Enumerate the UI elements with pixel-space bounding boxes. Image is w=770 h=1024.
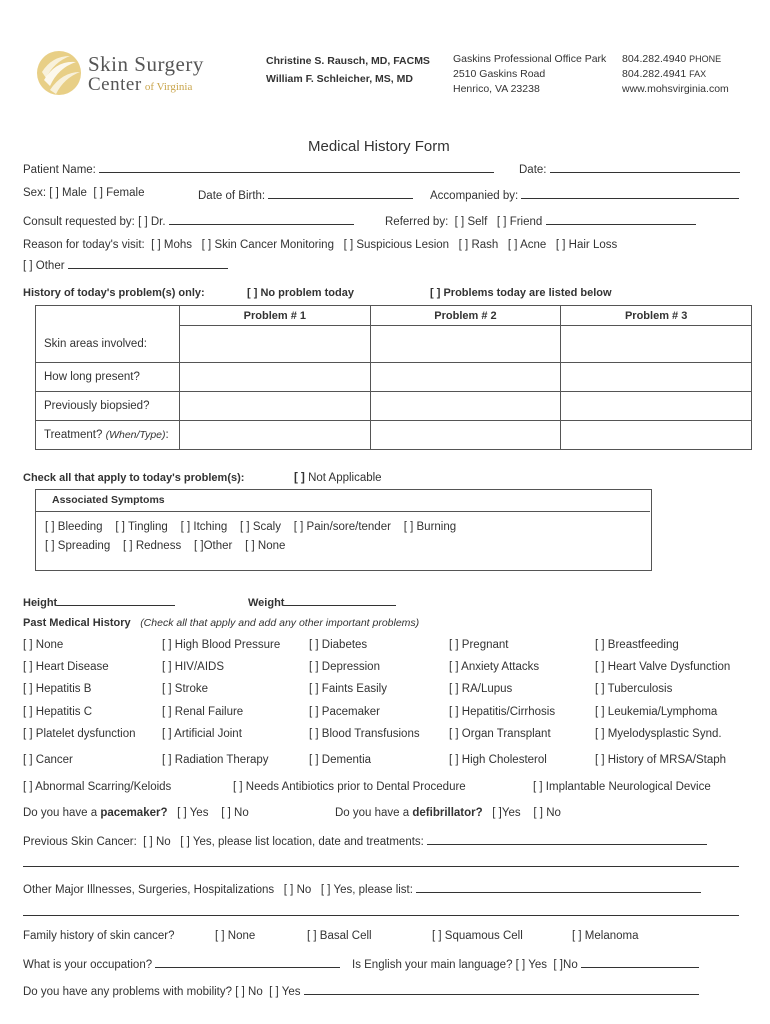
pmh-checkbox[interactable]: [ ] (309, 639, 319, 651)
other-illness-no-checkbox[interactable]: [ ] (283, 884, 294, 896)
pmh-checkbox[interactable]: [ ] (595, 754, 605, 766)
list-item (309, 706, 380, 718)
doctor-2: William F. Schleicher, MS, MD (266, 73, 413, 85)
row-label-how-long: How long present? (36, 362, 180, 391)
doctor-1: Christine S. Rausch, MD, FACMS (266, 55, 430, 67)
website[interactable]: www.mohsvirginia.com (622, 83, 729, 95)
accompanied-label: Accompanied by: (430, 190, 519, 202)
pmh-checkbox[interactable]: [ ] (23, 728, 33, 740)
pmh-item-label: Myelodysplastic Synd. (607, 728, 722, 740)
treatment-p3[interactable] (561, 420, 752, 449)
english-no-checkbox[interactable]: [ ] (553, 959, 564, 971)
pmh-neuro-checkbox[interactable]: [ ] (533, 781, 543, 793)
english-row (352, 956, 699, 971)
pmh-item-label: RA/Lupus (461, 683, 513, 695)
pmh-keloids-checkbox[interactable]: [ ] (23, 781, 33, 793)
pmh-checkbox[interactable]: [ ] (449, 706, 459, 718)
pmh-checkbox[interactable]: [ ] (595, 706, 605, 718)
date-field[interactable] (550, 161, 740, 173)
address-line3: Henrico, VA 23238 (453, 83, 540, 95)
list-item (23, 639, 63, 651)
symptom-itching-checkbox[interactable]: [ ] (180, 521, 191, 533)
problems-listed-checkbox[interactable]: [ ] (430, 287, 441, 299)
pmh-item-label: Breastfeeding (607, 639, 679, 651)
how-long-p3[interactable] (561, 362, 752, 391)
list-item (449, 661, 539, 673)
pmh-item-label: Tuberculosis (607, 683, 673, 695)
symptom-itching: Itching (193, 521, 228, 533)
reason-acne-checkbox[interactable]: [ ] (507, 239, 518, 251)
other-illness-label: Other Major Illnesses, Surgeries, Hospitalizations (23, 884, 275, 896)
reason-rash-label: Rash (471, 239, 499, 251)
problem-table-corner (36, 306, 180, 326)
dob-field[interactable] (268, 187, 413, 199)
consult-dr-label: Dr. (150, 216, 166, 228)
defib-word: defibrillator? (412, 807, 483, 819)
problem-2-header: Problem # 2 (370, 306, 561, 326)
problem-table (35, 305, 752, 450)
symptom-scaly: Scaly (252, 521, 281, 533)
list-item (23, 706, 92, 718)
patient-name-row (23, 161, 494, 176)
mobility-no-checkbox[interactable]: [ ] (235, 986, 245, 998)
list-item (449, 706, 555, 718)
logo-center: Center (88, 74, 142, 95)
dob-label: Date of Birth: (198, 190, 266, 202)
symptom-redness: Redness (135, 540, 182, 552)
list-item (309, 754, 371, 766)
treatment-p1[interactable] (180, 420, 371, 449)
reason-label: Reason for today's visit: (23, 239, 145, 251)
pmh-checkbox[interactable]: [ ] (162, 706, 172, 718)
pmh-item-label: None (35, 639, 64, 651)
list-item (309, 639, 367, 651)
pmh-keloids: Abnormal Scarring/Keloids (35, 781, 172, 793)
list-item (449, 683, 512, 695)
occupation-row (23, 956, 340, 971)
sex-row (23, 187, 145, 199)
not-applicable-checkbox[interactable]: [ ] (294, 472, 305, 484)
pmh-item-label: Depression (321, 661, 380, 673)
logo-swirl-icon (36, 50, 82, 96)
fax-label: FAX (689, 69, 707, 79)
english-yes-checkbox[interactable]: [ ] (515, 959, 526, 971)
pmh-heading (23, 617, 419, 629)
family-melanoma-option (572, 930, 639, 942)
list-item (595, 728, 722, 740)
family-none-checkbox[interactable]: [ ] (215, 930, 225, 942)
pmh-checkbox[interactable]: [ ] (162, 754, 172, 766)
treatment-label: Treatment? (44, 428, 103, 441)
symptom-none: None (257, 540, 286, 552)
occupation-label: What is your occupation? (23, 959, 153, 971)
other-illness-row (23, 881, 701, 896)
english-yes: Yes (528, 959, 548, 971)
row-label-skin-areas: Skin areas involved: (36, 326, 180, 363)
not-applicable-option (294, 472, 382, 484)
symptoms-row-2 (45, 540, 285, 552)
mobility-yes: Yes (281, 986, 301, 998)
pmh-item-label: Radiation Therapy (174, 754, 269, 766)
sex-female-checkbox[interactable]: [ ] (93, 187, 103, 199)
consult-label: Consult requested by: (23, 216, 135, 228)
pmh-checkbox[interactable]: [ ] (162, 728, 172, 740)
table-row (36, 326, 752, 363)
symptom-spreading-checkbox[interactable]: [ ] (45, 540, 55, 552)
no-problem-option (247, 287, 354, 299)
pmh-checkbox[interactable]: [ ] (162, 639, 172, 651)
english-no-field[interactable] (581, 956, 699, 968)
pacemaker-no: No (234, 807, 249, 819)
list-item (595, 661, 730, 673)
skin-areas-p1[interactable] (180, 326, 371, 363)
list-item (595, 754, 726, 766)
reason-monitoring-label: Skin Cancer Monitoring (214, 239, 334, 251)
occupation-field[interactable] (155, 956, 340, 968)
family-label: Family history of skin cancer? (23, 930, 175, 942)
table-row (36, 362, 752, 391)
row-label-biopsied: Previously biopsied? (36, 391, 180, 420)
prev-cancer-yes: Yes, please list location, date and treatments: (192, 836, 424, 848)
pmh-item-label: High Blood Pressure (174, 639, 281, 651)
pacemaker-yes: Yes (189, 807, 209, 819)
table-row (36, 391, 752, 420)
pmh-neuro: Implantable Neurological Device (545, 781, 711, 793)
patient-name-field[interactable] (99, 161, 494, 173)
reason-monitoring-checkbox[interactable]: [ ] (201, 239, 212, 251)
how-long-p1[interactable] (180, 362, 371, 391)
history-label: History of today's problem(s) only: (23, 287, 205, 299)
defib-yes-checkbox[interactable]: [ ] (492, 807, 502, 819)
symptom-other-checkbox[interactable]: [ ] (193, 540, 204, 552)
address-line1: Gaskins Professional Office Park (453, 53, 607, 65)
pmh-neuro-row (533, 781, 711, 793)
other-illness-field[interactable] (416, 881, 701, 893)
pmh-item-label: Pregnant (461, 639, 509, 651)
list-item (595, 683, 672, 695)
reason-hairloss-checkbox[interactable]: [ ] (555, 239, 566, 251)
prev-cancer-label: Previous Skin Cancer: (23, 836, 137, 848)
problem-3-header: Problem # 3 (561, 306, 752, 326)
referred-friend-label: Friend (509, 216, 543, 228)
reason-suspicious-checkbox[interactable]: [ ] (343, 239, 354, 251)
pmh-checkbox[interactable]: [ ] (162, 683, 172, 695)
treatment-hint: (When/Type) (105, 428, 166, 441)
symptom-burning: Burning (416, 521, 457, 533)
symptoms-row-1 (45, 521, 456, 533)
list-item (23, 683, 91, 695)
pmh-antibiotics-row (233, 781, 466, 793)
patient-name-label: Patient Name: (23, 164, 96, 176)
pmh-checkbox[interactable]: [ ] (595, 661, 605, 673)
defib-no: No (546, 807, 561, 819)
phone (622, 52, 721, 67)
pmh-checkbox[interactable]: [ ] (23, 683, 33, 695)
treatment-p2[interactable] (370, 420, 561, 449)
pmh-item-label: Artificial Joint (174, 728, 242, 740)
list-item (449, 728, 551, 740)
defib-row (335, 807, 561, 819)
pmh-item-label: History of MRSA/Staph (607, 754, 727, 766)
fax-number: 804.282.4941 (622, 68, 687, 80)
phone-label: PHONE (689, 54, 722, 64)
address-line2: 2510 Gaskins Road (453, 68, 546, 80)
pacemaker-q-pre: Do you have a (23, 807, 98, 819)
accompanied-row (430, 187, 739, 202)
prev-cancer-field[interactable] (427, 833, 707, 845)
consult-dr-checkbox[interactable]: [ ] (138, 216, 148, 228)
defib-q-pre: Do you have a (335, 807, 410, 819)
biopsied-p2[interactable] (370, 391, 561, 420)
list-item (162, 728, 242, 740)
referred-self-checkbox[interactable]: [ ] (454, 216, 465, 228)
mobility-no: No (248, 986, 263, 998)
sex-female-label: Female (106, 187, 145, 199)
pmh-checkbox[interactable]: [ ] (309, 683, 319, 695)
dob-row (198, 187, 413, 202)
pmh-item-label: Pacemaker (321, 706, 380, 718)
pmh-item-label: Faints Easily (321, 683, 387, 695)
problem-1-header: Problem # 1 (180, 306, 371, 326)
reason-hairloss-label: Hair Loss (568, 239, 618, 251)
other-illness-field-line2[interactable] (23, 904, 739, 916)
pmh-hint: (Check all that apply and add any other important problems) (140, 617, 420, 629)
pmh-checkbox[interactable]: [ ] (595, 728, 605, 740)
pmh-checkbox[interactable]: [ ] (449, 661, 459, 673)
associated-symptoms-title: Associated Symptoms (52, 494, 165, 506)
reason-acne-label: Acne (520, 239, 547, 251)
pmh-checkbox[interactable]: [ ] (23, 661, 33, 673)
row-label-treatment: Treatment? (When/Type): (36, 420, 180, 449)
mobility-field[interactable] (304, 983, 699, 995)
prev-cancer-no: No (155, 836, 171, 848)
reason-other-label: Other (35, 260, 65, 272)
date-row (519, 161, 740, 176)
check-all-label: Check all that apply to today's problem(s): (23, 472, 245, 484)
list-item (595, 706, 717, 718)
symptom-tingling-checkbox[interactable]: [ ] (115, 521, 125, 533)
family-melanoma: Melanoma (584, 930, 639, 942)
pmh-item-label: Anxiety Attacks (461, 661, 540, 673)
list-item (23, 728, 136, 740)
biopsied-p1[interactable] (180, 391, 371, 420)
fax (622, 67, 706, 82)
referred-self-label: Self (467, 216, 488, 228)
referred-friend-field[interactable] (546, 213, 696, 225)
pmh-item-label: High Cholesterol (461, 754, 547, 766)
pmh-checkbox[interactable]: [ ] (309, 728, 319, 740)
pmh-item-label: Leukemia/Lymphoma (607, 706, 718, 718)
pmh-item-label: Heart Valve Dysfunction (607, 661, 731, 673)
pmh-label: Past Medical History (23, 617, 131, 629)
list-item (162, 706, 243, 718)
pmh-checkbox[interactable]: [ ] (23, 754, 33, 766)
referred-row (385, 213, 696, 228)
symptom-pain-checkbox[interactable]: [ ] (293, 521, 304, 533)
list-item (309, 728, 420, 740)
logo-of-virginia: of Virginia (144, 81, 193, 93)
family-none-option (215, 930, 255, 942)
list-item (162, 639, 280, 651)
pmh-last-row (23, 781, 171, 793)
pmh-antibiotics-checkbox[interactable]: [ ] (233, 781, 243, 793)
other-illness-no: No (296, 884, 312, 896)
list-item (309, 683, 387, 695)
pmh-item-label: Organ Transplant (461, 728, 551, 740)
pmh-item-label: Blood Transfusions (321, 728, 420, 740)
reason-suspicious-label: Suspicious Lesion (356, 239, 450, 251)
english-no: No (563, 959, 578, 971)
sex-male-label: Male (62, 187, 87, 199)
no-problem-checkbox[interactable]: [ ] (247, 287, 258, 299)
pmh-checkbox[interactable]: [ ] (449, 754, 459, 766)
reason-mohs-label: Mohs (163, 239, 193, 251)
family-melanoma-checkbox[interactable]: [ ] (572, 930, 582, 942)
pacemaker-row (23, 807, 249, 819)
list-item (162, 683, 208, 695)
pmh-checkbox[interactable]: [ ] (309, 661, 319, 673)
accompanied-field[interactable] (521, 187, 739, 199)
family-basal-checkbox[interactable]: [ ] (307, 930, 317, 942)
phone-number: 804.282.4940 (622, 53, 687, 65)
other-illness-yes: Yes, please list: (333, 884, 413, 896)
sex-male-checkbox[interactable]: [ ] (49, 187, 59, 199)
symptom-bleeding: Bleeding (57, 521, 103, 533)
mobility-label: Do you have any problems with mobility? (23, 986, 233, 998)
pmh-item-label: Stroke (174, 683, 209, 695)
skin-areas-p2[interactable] (370, 326, 561, 363)
pmh-item-label: Renal Failure (174, 706, 244, 718)
consult-row (23, 213, 354, 228)
problem-table-header (36, 306, 752, 326)
referred-friend-checkbox[interactable]: [ ] (496, 216, 507, 228)
pmh-checkbox[interactable]: [ ] (309, 754, 319, 766)
logo-line1: Skin Surgery (88, 52, 204, 76)
problems-listed-option (430, 287, 612, 299)
problems-listed-label: Problems today are listed below (443, 287, 612, 299)
list-item (309, 661, 380, 673)
pacemaker-yes-checkbox[interactable]: [ ] (177, 807, 187, 819)
pmh-item-label: Heart Disease (35, 661, 109, 673)
defib-yes: Yes (501, 807, 521, 819)
referred-label: Referred by: (385, 216, 449, 228)
reason-mohs-checkbox[interactable]: [ ] (151, 239, 161, 251)
pmh-checkbox[interactable]: [ ] (449, 639, 459, 651)
pmh-checkbox[interactable]: [ ] (162, 661, 172, 673)
prev-cancer-no-checkbox[interactable]: [ ] (143, 836, 153, 848)
family-squamous-checkbox[interactable]: [ ] (432, 930, 442, 942)
pmh-item-label: HIV/AIDS (174, 661, 225, 673)
pmh-item-label: Diabetes (321, 639, 368, 651)
form-title: Medical History Form (308, 138, 450, 155)
family-basal: Basal Cell (319, 930, 372, 942)
logo-line2 (88, 74, 192, 96)
pmh-item-label: Cancer (35, 754, 73, 766)
height-label: Height (23, 597, 58, 609)
list-item (162, 754, 269, 766)
prev-cancer-yes-checkbox[interactable]: [ ] (180, 836, 190, 848)
weight-label: Weight (248, 597, 285, 609)
prev-cancer-row (23, 833, 707, 848)
weight-row (248, 594, 396, 609)
no-problem-label: No problem today (260, 287, 354, 299)
symptom-scaly-checkbox[interactable]: [ ] (240, 521, 250, 533)
list-item (449, 639, 508, 651)
other-illness-yes-checkbox[interactable]: [ ] (320, 884, 331, 896)
date-label: Date: (519, 164, 547, 176)
reason-other-checkbox[interactable]: [ ] (23, 260, 33, 272)
list-item (449, 754, 547, 766)
symptom-bleeding-checkbox[interactable]: [ ] (45, 521, 55, 533)
reason-rash-checkbox[interactable]: [ ] (458, 239, 469, 251)
symptom-spreading: Spreading (57, 540, 111, 552)
prev-cancer-field-line2[interactable] (23, 855, 739, 867)
pacemaker-word: pacemaker? (100, 807, 168, 819)
height-field[interactable] (57, 594, 175, 606)
skin-areas-p3[interactable] (561, 326, 752, 363)
pmh-checkbox[interactable]: [ ] (449, 683, 459, 695)
symptom-none-checkbox[interactable]: [ ] (245, 540, 255, 552)
pmh-checkbox[interactable]: [ ] (309, 706, 319, 718)
pmh-item-label: Hepatitis/Cirrhosis (461, 706, 556, 718)
reason-row (23, 239, 617, 251)
table-row (36, 420, 752, 449)
pmh-checkbox[interactable]: [ ] (23, 639, 33, 651)
defib-no-checkbox[interactable]: [ ] (533, 807, 543, 819)
biopsied-p3[interactable] (561, 391, 752, 420)
family-squamous-option (432, 930, 523, 942)
list-item (162, 661, 224, 673)
height-row (23, 594, 175, 609)
pmh-checkbox[interactable]: [ ] (449, 728, 459, 740)
family-squamous: Squamous Cell (444, 930, 523, 942)
pmh-checkbox[interactable]: [ ] (595, 683, 605, 695)
weight-field[interactable] (284, 594, 396, 606)
symptom-redness-checkbox[interactable]: [ ] (123, 540, 133, 552)
not-applicable-label: Not Applicable (308, 472, 382, 484)
symptom-pain: Pain/sore/tender (306, 521, 391, 533)
pmh-item-label: Platelet dysfunction (35, 728, 136, 740)
list-item (23, 754, 73, 766)
pmh-checkbox[interactable]: [ ] (595, 639, 605, 651)
symptom-burning-checkbox[interactable]: [ ] (403, 521, 414, 533)
mobility-yes-checkbox[interactable]: [ ] (269, 986, 279, 998)
pmh-item-label: Hepatitis B (35, 683, 92, 695)
pmh-item-label: Hepatitis C (35, 706, 93, 718)
pmh-item-label: Dementia (321, 754, 372, 766)
how-long-p2[interactable] (370, 362, 561, 391)
consult-dr-field[interactable] (169, 213, 354, 225)
pacemaker-no-checkbox[interactable]: [ ] (221, 807, 231, 819)
family-basal-option (307, 930, 372, 942)
mobility-row (23, 983, 699, 998)
symptom-other: Other (203, 540, 233, 552)
pmh-checkbox[interactable]: [ ] (23, 706, 33, 718)
symptom-tingling: Tingling (127, 521, 168, 533)
family-none: None (227, 930, 256, 942)
reason-other-field[interactable] (68, 257, 228, 269)
pmh-antibiotics: Needs Antibiotics prior to Dental Procedure (245, 781, 466, 793)
english-label: Is English your main language? (352, 959, 513, 971)
list-item (595, 639, 679, 651)
sex-label: Sex: (23, 187, 47, 199)
reason-other-row (23, 257, 228, 272)
list-item (23, 661, 109, 673)
